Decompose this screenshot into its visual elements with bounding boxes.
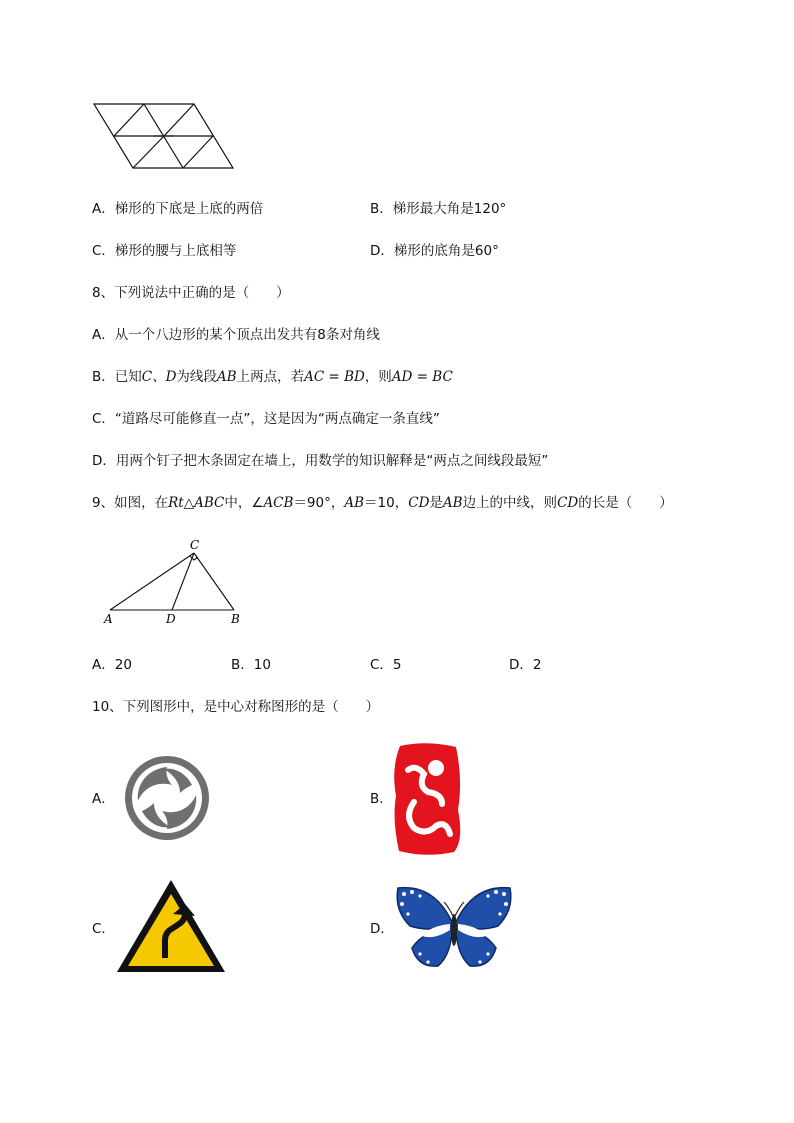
q9-stem-cd2: CD <box>557 495 579 511</box>
q9-stem-triangle-symbol: △ <box>183 495 195 511</box>
q8-b-seg: AB <box>216 369 237 385</box>
q9-stem-cd: CD <box>408 495 430 511</box>
q9-stem-part: 的长是（ ） <box>578 495 673 511</box>
q8-option-c: C．“道路尽可能修直一点”，这是因为“两点确定一条直线” <box>92 411 440 427</box>
q10-stem: 10、下列图形中，是中心对称图形的是（ ） <box>92 699 380 715</box>
q8-b-prefix: B．已知 <box>92 369 142 385</box>
q9-stem-part: 中，∠ <box>224 495 264 511</box>
q9-stem-tri: ABC <box>194 495 225 511</box>
butterfly-icon <box>394 886 514 970</box>
q8-option-d: D．用两个钉子把木条固定在墙上，用数学的知识解释是“两点之间线段最短” <box>92 453 549 469</box>
q9-stem-part: 是 <box>429 495 443 511</box>
q8-b-mid2: 上两点，若 <box>236 369 305 385</box>
q10-option-b: B． <box>370 791 393 807</box>
q8-b-mid3: ，则 <box>364 369 392 385</box>
q9-stem-part: ＝10， <box>364 495 409 511</box>
q8-b-concl: AD = BC <box>391 369 453 385</box>
q9-option-b: B．10 <box>231 657 271 673</box>
q9-stem-part: 边上的中线，则 <box>462 495 558 511</box>
q9-stem-angle: ACB <box>263 495 294 511</box>
q8-b-points: C、D <box>141 369 177 385</box>
q8-option-a: A．从一个八边形的某个顶点出发共有8条对角线 <box>92 327 380 343</box>
q10-option-a: A． <box>92 791 115 807</box>
q7-option-d: D．梯形的底角是60° <box>370 243 499 259</box>
q9-stem-ab2: AB <box>442 495 463 511</box>
q9-option-c: C．5 <box>370 657 402 673</box>
q9-stem-part: 9、如图，在 <box>92 495 169 511</box>
q7-option-b: B．梯形最大角是120° <box>370 201 507 217</box>
q7-option-a: A．梯形的下底是上底的两倍 <box>92 201 264 217</box>
circular-logo-icon <box>122 753 212 843</box>
q8-stem: 8、下列说法中正确的是（ ） <box>92 285 290 301</box>
q10-option-c: C． <box>92 921 115 937</box>
label-b: B <box>231 612 240 626</box>
olympic-seal-icon <box>390 740 464 856</box>
q8-b-mid1: 为线段 <box>176 369 217 385</box>
q9-option-d: D．2 <box>509 657 542 673</box>
q7-option-c: C．梯形的腰与上底相等 <box>92 243 237 259</box>
label-d: D <box>166 612 176 626</box>
label-c: C <box>190 538 200 552</box>
q9-stem-ab: AB <box>344 495 365 511</box>
q10-option-d: D． <box>370 921 394 937</box>
q8-b-cond: AC = BD <box>304 369 365 385</box>
q9-stem-rt: Rt <box>168 495 184 511</box>
label-a: A <box>104 612 113 626</box>
q9-option-a: A．20 <box>92 657 132 673</box>
q9-stem-part: ＝90°， <box>293 495 345 511</box>
curve-road-sign-icon <box>115 878 227 974</box>
